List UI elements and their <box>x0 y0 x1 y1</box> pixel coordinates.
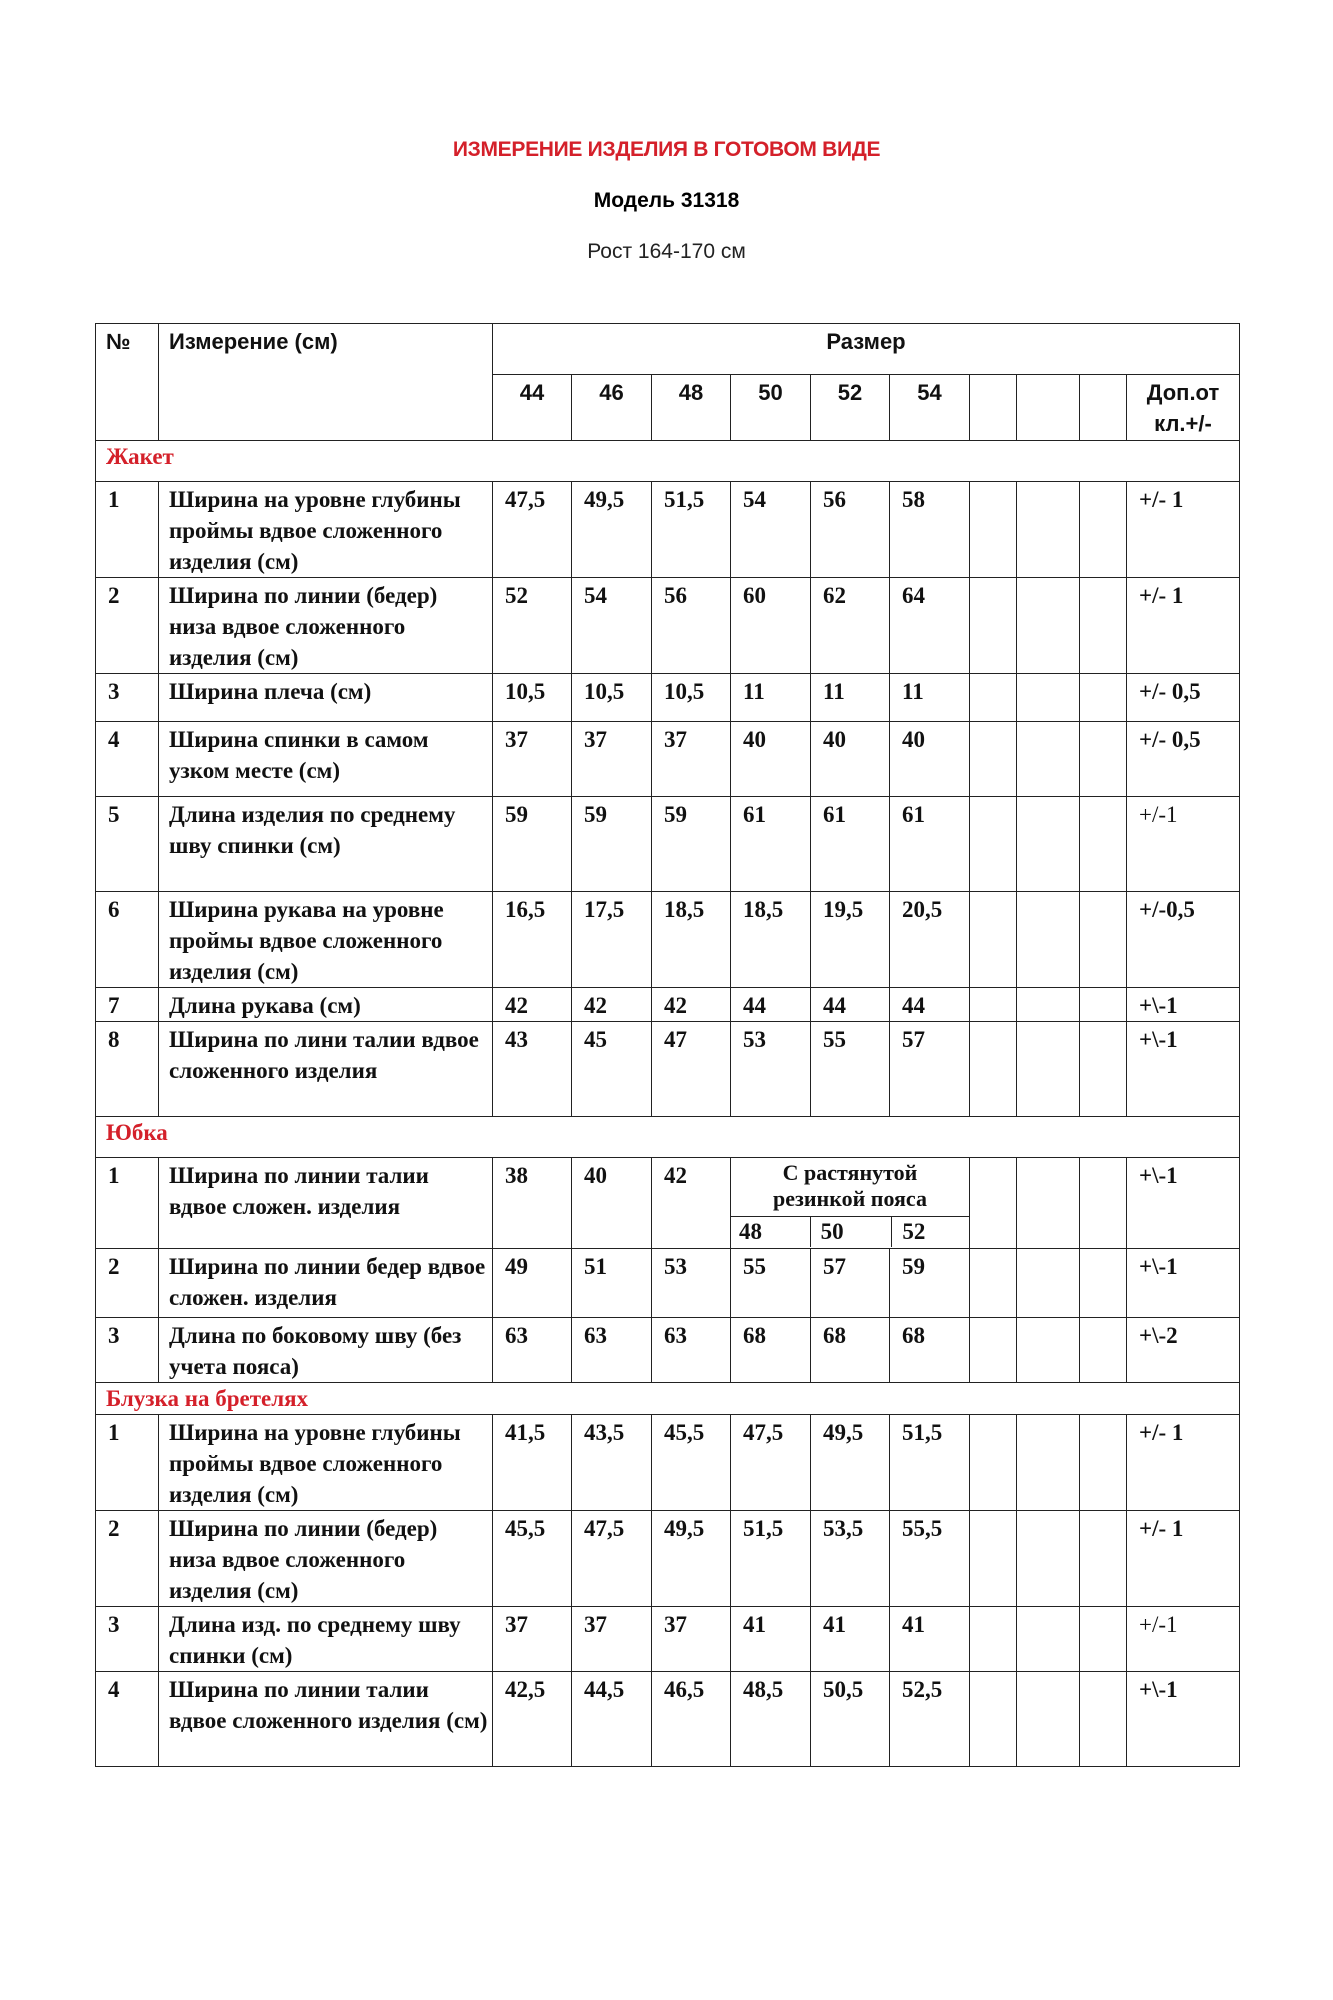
size-value: 51,5 <box>731 1511 811 1607</box>
tolerance-value: +\-1 <box>1127 1249 1240 1318</box>
size-value: 44 <box>731 988 811 1022</box>
size-value: 44 <box>811 988 890 1022</box>
size-value: 41 <box>811 1607 890 1672</box>
size-value: 55 <box>731 1249 811 1318</box>
size-value: 18,5 <box>731 892 811 988</box>
size-value: 16,5 <box>493 892 572 988</box>
empty-cell <box>1080 797 1127 892</box>
size-value: 60 <box>731 578 811 674</box>
size-value: 37 <box>572 722 652 797</box>
size-value: 20,5 <box>890 892 970 988</box>
empty-cell <box>1017 1318 1080 1383</box>
table-row <box>96 1415 1240 1511</box>
size-value: 68 <box>890 1318 970 1383</box>
size-value: 44 <box>890 988 970 1022</box>
size-value: 45,5 <box>652 1415 731 1511</box>
section-title: Жакет <box>96 441 1240 482</box>
size-value: 56 <box>811 482 890 578</box>
row-number: 1 <box>96 482 159 578</box>
size-value: 42 <box>493 988 572 1022</box>
size-value: 57 <box>811 1249 890 1318</box>
measure-name: Ширина на уровне глубины проймы вдвое сложенного изделия (см) <box>159 1415 493 1511</box>
size-header: 44 <box>493 375 572 441</box>
size-value: 42 <box>652 1158 731 1249</box>
row-number: 3 <box>96 1607 159 1672</box>
size-value: 63 <box>652 1318 731 1383</box>
table-row <box>96 1158 1240 1249</box>
section-row <box>96 1383 1240 1415</box>
empty-cell <box>970 482 1017 578</box>
size-value: 53 <box>652 1249 731 1318</box>
document-title: ИЗМЕРЕНИЕ ИЗДЕЛИЯ В ГОТОВОМ ВИДЕ <box>452 138 881 161</box>
size-value: 53,5 <box>811 1511 890 1607</box>
empty-cell <box>1017 1158 1080 1249</box>
size-value: 44,5 <box>572 1672 652 1767</box>
measure-name: Ширина спинки в самом узком месте (см) <box>159 722 493 797</box>
size-value: 37 <box>493 722 572 797</box>
empty-cell <box>970 375 1017 441</box>
empty-cell <box>1080 892 1127 988</box>
measure-name: Ширина по линии талии вдвое сложен. изделия <box>159 1158 493 1249</box>
empty-cell <box>1080 1249 1127 1318</box>
size-value: 10,5 <box>493 674 572 722</box>
empty-cell <box>970 1318 1017 1383</box>
measure-name: Ширина по линии талии вдвое сложенного изделия (см) <box>159 1672 493 1767</box>
size-header: 50 <box>731 375 811 441</box>
empty-cell <box>970 1511 1017 1607</box>
size-value: 62 <box>811 578 890 674</box>
empty-cell <box>970 578 1017 674</box>
size-value: 51 <box>572 1249 652 1318</box>
empty-cell <box>970 1249 1017 1318</box>
tolerance-value: +\-1 <box>1127 988 1240 1022</box>
empty-cell <box>970 1158 1017 1249</box>
size-value: 42 <box>652 988 731 1022</box>
size-value: 49,5 <box>652 1511 731 1607</box>
size-value: 64 <box>890 578 970 674</box>
size-value: 59 <box>890 1249 970 1318</box>
size-value: 11 <box>890 674 970 722</box>
empty-cell <box>1080 1511 1127 1607</box>
empty-cell <box>1080 1158 1127 1249</box>
measure-name: Длина по боковому шву (без учета пояса) <box>159 1318 493 1383</box>
measure-name: Длина изделия по среднему шву спинки (см) <box>159 797 493 892</box>
size-value: 17,5 <box>572 892 652 988</box>
measure-name: Ширина по линии (бедер) низа вдвое сложенного изделия (см) <box>159 1511 493 1607</box>
empty-cell <box>1017 797 1080 892</box>
row-number: 2 <box>96 578 159 674</box>
size-value: 49 <box>493 1249 572 1318</box>
measure-name: Ширина по линии бедер вдвое сложен. изделия <box>159 1249 493 1318</box>
size-value: 45 <box>572 1022 652 1117</box>
size-value: 11 <box>811 674 890 722</box>
header-no: № <box>96 324 159 441</box>
empty-cell <box>970 797 1017 892</box>
row-number: 2 <box>96 1511 159 1607</box>
empty-cell <box>970 1415 1017 1511</box>
size-value: 47,5 <box>493 482 572 578</box>
stretched-waistband-note: С растянутой резинкой пояса <box>773 1160 927 1211</box>
size-value: 49,5 <box>572 482 652 578</box>
size-value: 45,5 <box>493 1511 572 1607</box>
size-value: 40 <box>890 722 970 797</box>
empty-cell <box>1080 1318 1127 1383</box>
empty-cell <box>1080 482 1127 578</box>
size-value: 49,5 <box>811 1415 890 1511</box>
tolerance-value: +\-1 <box>1127 1022 1240 1117</box>
size-value: 63 <box>572 1318 652 1383</box>
size-value: 51,5 <box>652 482 731 578</box>
size-value: 18,5 <box>652 892 731 988</box>
size-value: 61 <box>890 797 970 892</box>
size-value: 38 <box>493 1158 572 1249</box>
size-value: 41,5 <box>493 1415 572 1511</box>
size-value: 68 <box>731 1318 811 1383</box>
section-title: Блузка на бретелях <box>96 1383 1240 1415</box>
header-size: Размер <box>493 324 1240 375</box>
row-number: 7 <box>96 988 159 1022</box>
empty-cell <box>1080 1607 1127 1672</box>
empty-cell <box>1017 1607 1080 1672</box>
table-row <box>96 1318 1240 1383</box>
tolerance-value: +\-1 <box>1127 1158 1240 1249</box>
size-value: 51,5 <box>890 1415 970 1511</box>
measure-name: Длина рукава (см) <box>159 988 493 1022</box>
empty-cell <box>970 674 1017 722</box>
empty-cell <box>970 722 1017 797</box>
table-row <box>96 578 1240 674</box>
empty-cell <box>1080 1672 1127 1767</box>
size-value: 57 <box>890 1022 970 1117</box>
measure-name: Ширина на уровне глубины проймы вдвое сложенного изделия (см) <box>159 482 493 578</box>
size-header: 52 <box>811 375 890 441</box>
size-value: 41 <box>731 1607 811 1672</box>
tolerance-value: +/- 0,5 <box>1127 722 1240 797</box>
table-row <box>96 1511 1240 1607</box>
empty-cell <box>1080 722 1127 797</box>
empty-cell <box>1017 1022 1080 1117</box>
tolerance-value: +/- 1 <box>1127 578 1240 674</box>
empty-cell <box>1017 375 1080 441</box>
header-tolerance: Доп.от кл.+/- <box>1127 375 1240 441</box>
empty-cell <box>1080 988 1127 1022</box>
size-value: 40 <box>731 722 811 797</box>
size-value: 47,5 <box>572 1511 652 1607</box>
tolerance-value: +/-1 <box>1127 1607 1240 1672</box>
size-value: 41 <box>890 1607 970 1672</box>
size-value: 56 <box>652 578 731 674</box>
size-value: 52,5 <box>890 1672 970 1767</box>
size-value: 47 <box>652 1022 731 1117</box>
size-value: 50,5 <box>811 1672 890 1767</box>
table-row <box>96 797 1240 892</box>
tolerance-value: +/- 1 <box>1127 1511 1240 1607</box>
measure-name: Ширина плеча (см) <box>159 674 493 722</box>
size-value: 47,5 <box>731 1415 811 1511</box>
size-value: 37 <box>493 1607 572 1672</box>
table-row <box>96 988 1240 1022</box>
empty-cell <box>1017 482 1080 578</box>
size-value: 53 <box>731 1022 811 1117</box>
empty-cell <box>970 892 1017 988</box>
section-row <box>96 441 1240 482</box>
size-value: 40 <box>572 1158 652 1249</box>
row-number: 2 <box>96 1249 159 1318</box>
stretched-waistband-cell <box>731 1158 970 1249</box>
row-number: 8 <box>96 1022 159 1117</box>
measurement-table <box>95 323 1240 1767</box>
table-row <box>96 674 1240 722</box>
row-number: 1 <box>96 1158 159 1249</box>
size-value: 52 <box>493 578 572 674</box>
row-number: 4 <box>96 1672 159 1767</box>
size-value: 46,5 <box>652 1672 731 1767</box>
measure-name: Ширина рукава на уровне проймы вдвое сложенного изделия (см) <box>159 892 493 988</box>
size-value: 37 <box>652 1607 731 1672</box>
size-header: 54 <box>890 375 970 441</box>
row-number: 3 <box>96 674 159 722</box>
size-value: 42 <box>572 988 652 1022</box>
size-value: 37 <box>652 722 731 797</box>
empty-cell <box>1017 1415 1080 1511</box>
size-header: 48 <box>652 375 731 441</box>
table-row <box>96 892 1240 988</box>
header-measure: Измерение (см) <box>159 324 493 441</box>
size-value: 40 <box>811 722 890 797</box>
row-number: 4 <box>96 722 159 797</box>
measure-name: Ширина по лини талии вдвое сложенного изделия <box>159 1022 493 1117</box>
height-label: Рост 164-170 см <box>587 240 746 263</box>
table-row <box>96 1249 1240 1318</box>
size-value: 68 <box>811 1318 890 1383</box>
tolerance-value: +/- 1 <box>1127 1415 1240 1511</box>
size-value: 48 <box>731 1217 811 1247</box>
size-value: 61 <box>811 797 890 892</box>
size-value: 48,5 <box>731 1672 811 1767</box>
size-value: 42,5 <box>493 1672 572 1767</box>
section-row <box>96 1117 1240 1158</box>
measure-name: Ширина по линии (бедер) низа вдвое сложенного изделия (см) <box>159 578 493 674</box>
size-value: 54 <box>572 578 652 674</box>
empty-cell <box>1080 1415 1127 1511</box>
measure-name: Длина изд. по среднему шву спинки (см) <box>159 1607 493 1672</box>
size-value: 55,5 <box>890 1511 970 1607</box>
empty-cell <box>970 1022 1017 1117</box>
tolerance-value: +/-1 <box>1127 797 1240 892</box>
tolerance-value: +/- 1 <box>1127 482 1240 578</box>
table-row <box>96 482 1240 578</box>
row-number: 1 <box>96 1415 159 1511</box>
empty-cell <box>1080 1022 1127 1117</box>
empty-cell <box>1017 1672 1080 1767</box>
stretched-sizes <box>731 1216 970 1247</box>
empty-cell <box>1017 1249 1080 1318</box>
size-value: 43 <box>493 1022 572 1117</box>
size-value: 10,5 <box>652 674 731 722</box>
size-value: 10,5 <box>572 674 652 722</box>
empty-cell <box>1080 375 1127 441</box>
empty-cell <box>1017 722 1080 797</box>
empty-cell <box>1080 578 1127 674</box>
tolerance-value: +/-0,5 <box>1127 892 1240 988</box>
empty-cell <box>1080 674 1127 722</box>
size-value: 63 <box>493 1318 572 1383</box>
tolerance-value: +\-1 <box>1127 1672 1240 1767</box>
size-value: 19,5 <box>811 892 890 988</box>
size-value: 59 <box>652 797 731 892</box>
size-header: 46 <box>572 375 652 441</box>
table-row <box>96 1672 1240 1767</box>
model-label: Модель 31318 <box>593 189 740 212</box>
tolerance-value: +/- 0,5 <box>1127 674 1240 722</box>
empty-cell <box>1017 1511 1080 1607</box>
empty-cell <box>1017 988 1080 1022</box>
row-number: 6 <box>96 892 159 988</box>
size-value: 59 <box>493 797 572 892</box>
size-value: 43,5 <box>572 1415 652 1511</box>
empty-cell <box>1017 892 1080 988</box>
row-number: 3 <box>96 1318 159 1383</box>
section-title: Юбка <box>96 1117 1240 1158</box>
size-value: 37 <box>572 1607 652 1672</box>
size-value: 50 <box>811 1217 893 1247</box>
row-number: 5 <box>96 797 159 892</box>
empty-cell <box>1017 578 1080 674</box>
size-value: 11 <box>731 674 811 722</box>
size-value: 61 <box>731 797 811 892</box>
size-value: 52 <box>902 1219 926 1244</box>
tolerance-value: +\-2 <box>1127 1318 1240 1383</box>
size-value: 54 <box>731 482 811 578</box>
size-value: 59 <box>572 797 652 892</box>
empty-cell <box>970 1607 1017 1672</box>
table-row <box>96 1607 1240 1672</box>
empty-cell <box>970 1672 1017 1767</box>
table-row <box>96 1022 1240 1117</box>
size-value: 58 <box>890 482 970 578</box>
empty-cell <box>970 988 1017 1022</box>
empty-cell <box>1017 674 1080 722</box>
size-value: 55 <box>811 1022 890 1117</box>
table-row <box>96 722 1240 797</box>
